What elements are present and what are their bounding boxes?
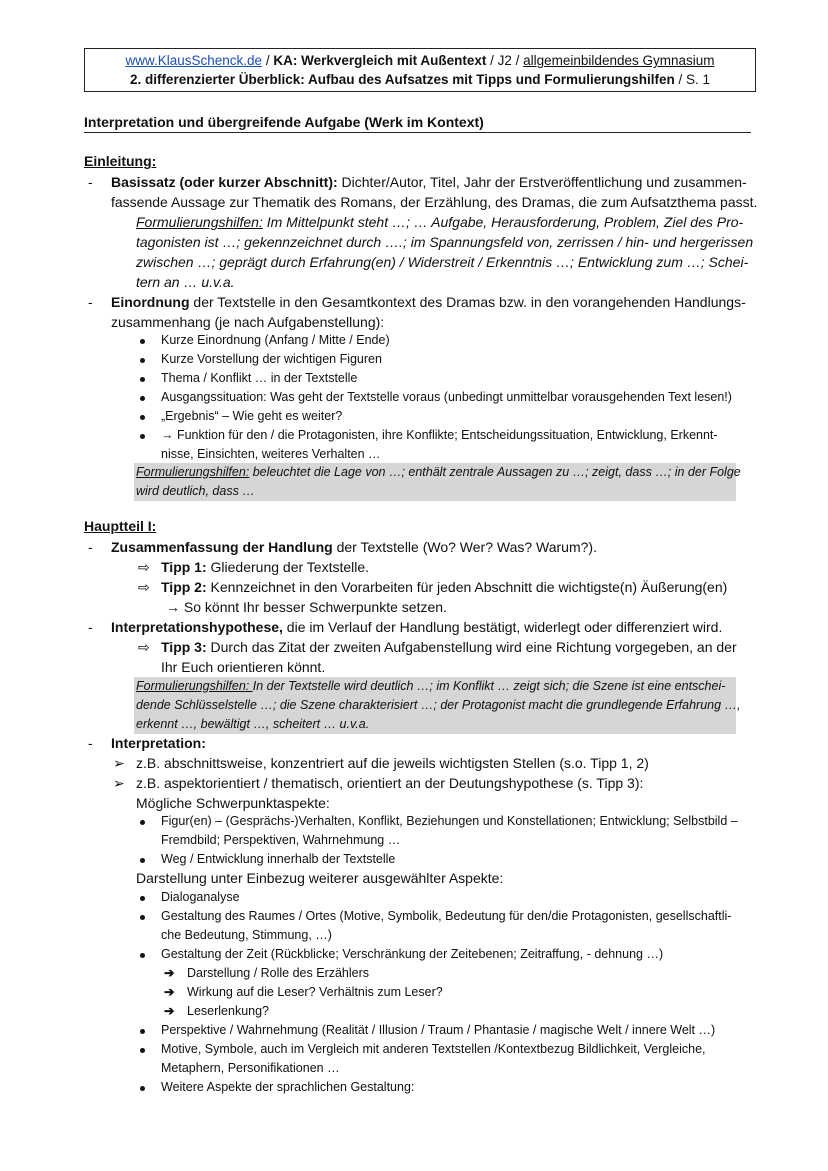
zeit-subitem: Darstellung / Rolle des Erzählers xyxy=(187,966,370,980)
bullet-dot xyxy=(140,1086,145,1091)
einordnung-bullet: „Ergebnis“ – Wie geht es weiter? xyxy=(161,409,343,423)
tipp-3-continuation: Ihr Euch orientieren könnt. xyxy=(161,659,326,675)
einordnung-line-1: Einordnung der Textstelle in den Gesamtkontext des Dramas bzw. in den vorangehenden Handlungs- xyxy=(111,294,746,310)
bold-arrow-icon: ➔ xyxy=(164,985,175,999)
bullet-dot xyxy=(140,396,145,401)
bullet-dot xyxy=(140,377,145,382)
formulierungshilfe-3-line-1: Formulierungshilfen: In der Textstelle wird deutlich …; im Konflikt … zeigt sich; die Szene ist eine entschei- xyxy=(136,679,726,693)
site-link[interactable]: www.KlausSchenck.de xyxy=(125,53,263,68)
triangle-arrow-icon: ➢ xyxy=(113,775,125,791)
darstellung-item-continuation: Metaphern, Personifikationen … xyxy=(161,1061,340,1075)
einordnung-bullet: Kurze Einordnung (Anfang / Mitte / Ende) xyxy=(161,333,390,347)
hollow-arrow-icon: ⇨ xyxy=(138,579,150,595)
aspekt-1-line-1: Figur(en) – (Gesprächs-)Verhalten, Konflikt, Beziehungen und Konstellationen; Entwicklung; Selbstbild – xyxy=(161,814,738,828)
list-dash: - xyxy=(88,539,93,555)
header-line-1 xyxy=(85,51,755,70)
einordnung-bullet: → Funktion für den / die Protagonisten, ihre Konflikte; Entscheidungssituation, Entwicklung, Erkennt- xyxy=(161,428,718,442)
header-subtitle: 2. differenzierter Überblick: Aufbau des Aufsatzes mit Tipps und Formulierungshilfen xyxy=(129,72,675,87)
bullet-dot xyxy=(140,915,145,920)
formulierungshilfe-3-line-3: erkennt …, bewältigt …, scheitert … u.v.a. xyxy=(136,717,370,731)
list-dash: - xyxy=(88,735,93,751)
schwerpunkt-heading: Mögliche Schwerpunktaspekte: xyxy=(136,795,330,811)
einordnung-bullet: Kurze Vorstellung der wichtigen Figuren xyxy=(161,352,382,366)
hollow-arrow-icon: ⇨ xyxy=(138,639,150,655)
bold-arrow-icon: ➔ xyxy=(164,1004,175,1018)
section-title: Interpretation und übergreifende Aufgabe (Werk im Kontext) xyxy=(84,114,484,130)
bullet-dot xyxy=(140,339,145,344)
tipp-2-continuation: → So könnt Ihr besser Schwerpunkte setzen. xyxy=(166,599,447,615)
darstellung-item: Perspektive / Wahrnehmung (Realität / Illusion / Traum / Phantasie / magische Welt / innere Welt …) xyxy=(161,1023,716,1037)
list-dash: - xyxy=(88,619,93,635)
bullet-dot xyxy=(140,858,145,863)
bullet-dot xyxy=(140,415,145,420)
hauptteil-heading: Hauptteil I: xyxy=(84,518,157,534)
bullet-dot xyxy=(140,1048,145,1053)
tipp-3: Tipp 3: Durch das Zitat der zweiten Aufgabenstellung wird eine Richtung vorgegeben, an der xyxy=(161,639,737,655)
basissatz-line-2: fassende Aussage zur Thematik des Romans, der Erzählung, des Dramas, die zum Aufsatzthema passt. xyxy=(111,194,758,210)
zeit-subitem: Wirkung auf die Leser? Verhältnis zum Leser? xyxy=(187,985,443,999)
bullet-dot xyxy=(140,434,145,439)
header-separator: / xyxy=(262,53,274,68)
zusammenfassung-line: Zusammenfassung der Handlung der Textstelle (Wo? Wer? Was? Warum?). xyxy=(111,539,597,555)
header-ka: KA: Werkvergleich mit Außentext xyxy=(273,53,487,68)
formulierungshilfe-3-line-2: dende Schlüsselstelle …; die Szene charakterisiert …; der Protagonist macht die grundlegende Erfahrung …, xyxy=(136,698,741,712)
formulierungshilfe-2-line-2: wird deutlich, dass … xyxy=(136,484,255,498)
header-separator: / J2 / xyxy=(486,53,524,68)
interpretationshypothese-line: Interpretationshypothese, die im Verlauf der Handlung bestätigt, widerlegt oder differenziert wird. xyxy=(111,619,723,635)
darstellung-item: Gestaltung des Raumes / Ortes (Motive, Symbolik, Bedeutung für den/die Protagonisten, gesellschaftli- xyxy=(161,909,732,923)
section-rule xyxy=(84,132,751,133)
einordnung-line-2: zusammenhang (je nach Aufgabenstellung): xyxy=(111,314,385,330)
darstellung-item-continuation: che Bedeutung, Stimmung, …) xyxy=(161,928,332,942)
basissatz-line-1: Basissatz (oder kurzer Abschnitt): Dichter/Autor, Titel, Jahr der Erstveröffentlichung und zusammen- xyxy=(111,174,747,190)
darstellung-item: Weitere Aspekte der sprachlichen Gestaltung: xyxy=(161,1080,415,1094)
formulierungshilfe-2-line-1: Formulierungshilfen: beleuchtet die Lage von …; enthält zentrale Aussagen zu …; zeigt, dass …; in der Folge xyxy=(136,465,741,479)
list-dash: - xyxy=(88,174,93,190)
tipp-1: Tipp 1: Gliederung der Textstelle. xyxy=(161,559,370,575)
einordnung-bullet-continuation: nisse, Einsichten, weiteres Verhalten … xyxy=(161,447,381,461)
bold-arrow-icon: ➔ xyxy=(164,966,175,980)
einordnung-bullet: Ausgangssituation: Was geht der Textstelle voraus (unbedingt unmittelbar vorausgehenden Text lesen!) xyxy=(161,390,732,404)
aspekt-1-line-2: Fremdbild; Perspektiven, Wahrnehmung … xyxy=(161,833,401,847)
formulierungshilfe-1-line-3: zwischen …; geprägt durch Erfahrung(en) / Widerstreit / Erkenntnis …; Entwicklung zum …; Schei- xyxy=(136,254,749,270)
header-line-2 xyxy=(85,70,755,89)
aspekt-2: Weg / Entwicklung innerhalb der Textstelle xyxy=(161,852,396,866)
bullet-dot xyxy=(140,358,145,363)
bullet-dot xyxy=(140,820,145,825)
darstellung-item: Gestaltung der Zeit (Rückblicke; Verschränkung der Zeitebenen; Zeitraffung, - dehnung …) xyxy=(161,947,664,961)
header-school: allgemeinbildendes Gymnasium xyxy=(523,53,715,68)
header-page-number: / S. 1 xyxy=(674,72,711,87)
tipp-2: Tipp 2: Kennzeichnet in den Vorarbeiten für jeden Abschnitt die wichtigste(n) Äußerung(en) xyxy=(161,579,728,595)
darstellung-heading: Darstellung unter Einbezug weiterer ausgewählter Aspekte: xyxy=(136,870,504,886)
interpretation-option-2: z.B. aspektorientiert / thematisch, orientiert an der Deutungshypothese (s. Tipp 3): xyxy=(136,775,644,791)
formulierungshilfe-1-line-4: tern an … u.v.a. xyxy=(136,274,235,290)
zeit-subitem: Leserlenkung? xyxy=(187,1004,270,1018)
bullet-dot xyxy=(140,953,145,958)
darstellung-item: Dialoganalyse xyxy=(161,890,240,904)
list-dash: - xyxy=(88,294,93,310)
triangle-arrow-icon: ➢ xyxy=(113,755,125,771)
bullet-dot xyxy=(140,896,145,901)
interpretation-option-1: z.B. abschnittsweise, konzentriert auf die jeweils wichtigsten Stellen (s.o. Tipp 1, 2) xyxy=(136,755,649,771)
darstellung-item: Motive, Symbole, auch im Vergleich mit anderen Textstellen /Kontextbezug Bildlichkeit, Vergleiche, xyxy=(161,1042,706,1056)
bullet-dot xyxy=(140,1029,145,1034)
formulierungshilfe-1-line-2: tagonisten ist …; gekennzeichnet durch ….; im Spannungsfeld von, zerrissen / hin- und hergerissen xyxy=(136,234,754,250)
header-box xyxy=(84,48,756,92)
interpretation-heading: Interpretation: xyxy=(111,735,206,751)
einordnung-bullet: Thema / Konflikt … in der Textstelle xyxy=(161,371,358,385)
formulierungshilfe-1-line-1: Formulierungshilfen: Im Mittelpunkt steht …; … Aufgabe, Herausforderung, Problem, Ziel des Pro- xyxy=(136,214,744,230)
hollow-arrow-icon: ⇨ xyxy=(138,559,150,575)
einleitung-heading: Einleitung: xyxy=(84,153,157,169)
